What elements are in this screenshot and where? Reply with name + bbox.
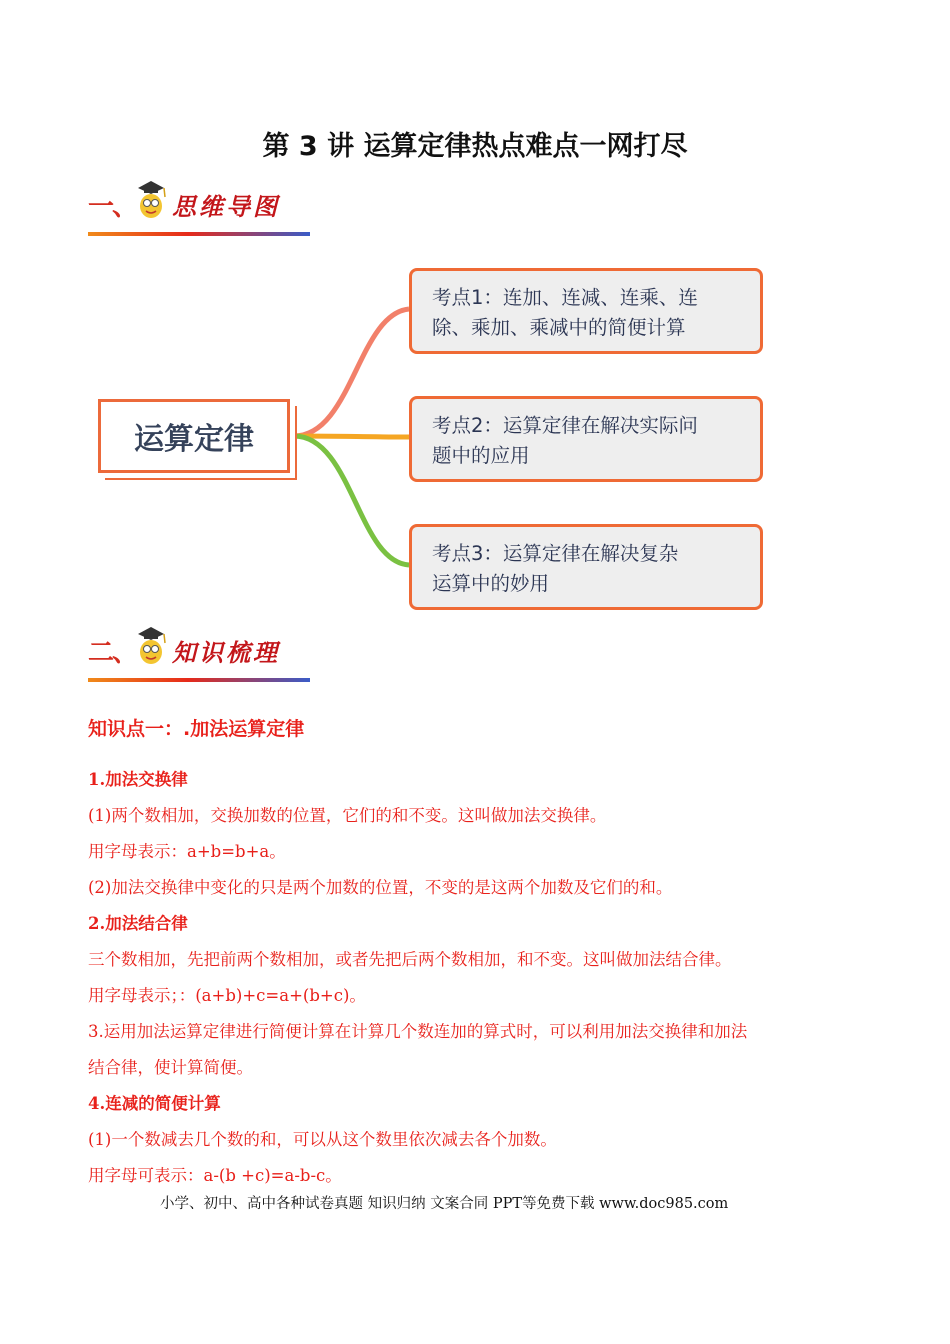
node-2-line-1: 考点2：运算定律在解决实际问 bbox=[432, 414, 698, 437]
section-number: 一、 bbox=[88, 192, 137, 222]
knowledge-line: (1)两个数相加，交换加数的位置，它们的和不变。这叫做加法交换律。 bbox=[88, 806, 607, 825]
mind-map bbox=[90, 262, 780, 622]
knowledge-line: 4.连减的简便计算 bbox=[88, 1094, 221, 1113]
node-3-line-1: 考点3：运算定律在解决复杂 bbox=[432, 542, 679, 565]
mind-map-center-node: 运算定律 bbox=[98, 399, 290, 473]
branch-1 bbox=[294, 309, 409, 436]
branch-2 bbox=[294, 436, 409, 437]
mascot-icon bbox=[134, 624, 168, 668]
knowledge-line: 用字母表示；：(a+b)+c=a+(b+c)。 bbox=[88, 986, 366, 1005]
page-footer: 小学、初中、高中各种试卷真题 知识归纳 文案合同 PPT等免费下载 www.doc985.com bbox=[160, 1196, 729, 1212]
banner-underline bbox=[88, 232, 310, 236]
section-label: 知识梳理 bbox=[172, 638, 280, 667]
section-banner-mindmap bbox=[88, 178, 310, 236]
knowledge-line: (1)一个数减去几个数的和，可以从这个数里依次减去各个加数。 bbox=[88, 1130, 557, 1149]
knowledge-line: 结合律，使计算简便。 bbox=[88, 1058, 253, 1077]
knowledge-line: 2.加法结合律 bbox=[88, 914, 188, 933]
knowledge-line: 用字母可表示：a-(b +c)=a-b-c。 bbox=[88, 1166, 342, 1185]
mind-map-node-2 bbox=[409, 396, 763, 482]
page-title: 第 3 讲 运算定律热点难点一网打尽 bbox=[262, 131, 688, 162]
node-1-line-2: 除、乘加、乘减中的简便计算 bbox=[432, 316, 686, 339]
knowledge-line: 用字母表示：a+b=b+a。 bbox=[88, 842, 286, 861]
section-label: 思维导图 bbox=[172, 192, 280, 221]
node-2-line-2: 题中的应用 bbox=[432, 444, 530, 467]
knowledge-line: 三个数相加，先把前两个数相加，或者先把后两个数相加，和不变。这叫做加法结合律。 bbox=[88, 950, 732, 969]
banner-underline bbox=[88, 678, 310, 682]
node-3-line-2: 运算中的妙用 bbox=[432, 572, 550, 595]
knowledge-line: (2)加法交换律中变化的只是两个加数的位置，不变的是这两个加数及它们的和。 bbox=[88, 878, 673, 897]
knowledge-line: 1.加法交换律 bbox=[88, 770, 188, 789]
section-number: 二、 bbox=[88, 638, 137, 668]
knowledge-point-heading: 知识点一：.加法运算定律 bbox=[88, 718, 305, 740]
mind-map-node-1 bbox=[409, 268, 763, 354]
node-1-line-1: 考点1：连加、连减、连乘、连 bbox=[432, 286, 698, 309]
mascot-icon bbox=[134, 178, 168, 222]
branch-3 bbox=[294, 436, 409, 565]
knowledge-line: 3.运用加法运算定律进行简便计算在计算几个数连加的算式时，可以利用加法交换律和加法 bbox=[88, 1022, 748, 1041]
section-banner-knowledge bbox=[88, 624, 310, 682]
mind-map-node-3 bbox=[409, 524, 763, 610]
